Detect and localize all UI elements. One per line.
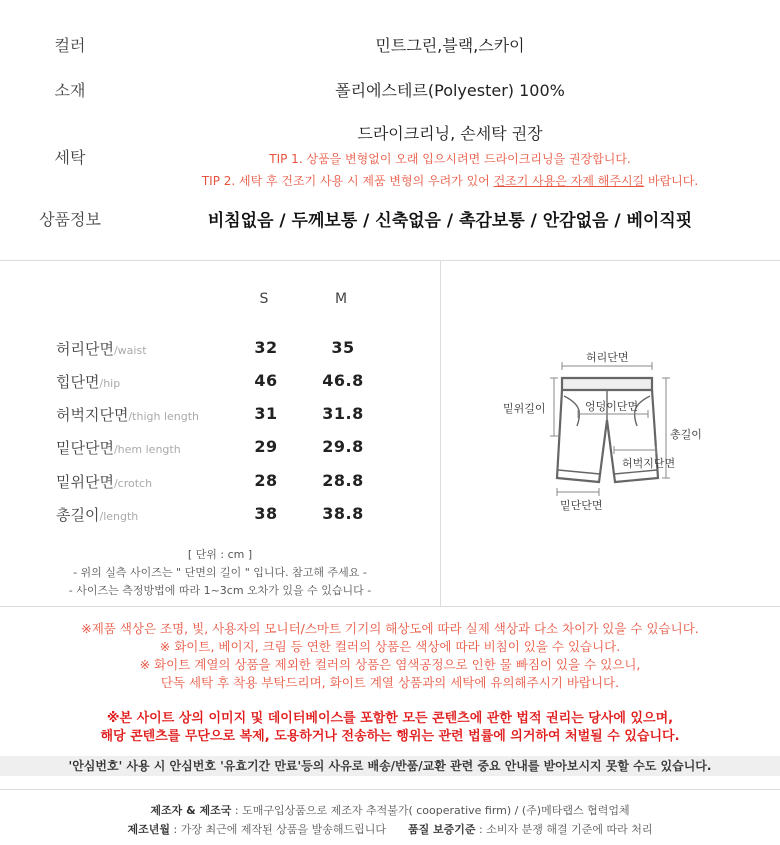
dye-notice: ※ 화이트 계열의 상품을 제외한 컬러의 상품은 염색공정으로 인한 물 빠짐이 있을 수 있으니,: [139, 657, 641, 672]
size-row-name: 밑단단면: [56, 439, 114, 457]
size-row-en: /waist: [113, 344, 147, 357]
diagram-label-waist: 허리단면: [586, 351, 629, 364]
product-info-value: 비침없음 / 두께보통 / 신축없음 / 촉감보통 / 안감없음 / 베이직핏: [207, 211, 693, 231]
size-value-thigh-m: 31.8: [322, 404, 364, 423]
size-row-name: 허벅지단면: [56, 406, 129, 424]
size-row-en: /length: [99, 510, 139, 523]
legal-notice-2: 해당 콘텐츠를 무단으로 복제, 도용하거나 전송하는 행위는 관련 법률에 의거하여 처벌될 수 있습니다.: [100, 729, 680, 744]
wash-tip-2: [140, 172, 760, 189]
size-row-label-hip: [56, 371, 120, 392]
footer-maker-value: : 도매구입상품으로 제조자 추적불가( cooperative firm) / (주)메타랩스 협력업체: [231, 804, 630, 817]
wash-tip-1: TIP 1. 상품을 변형없이 오래 입으시려면 드라이크리닝을 권장합니다.: [269, 152, 631, 166]
wash-separately-notice: 단독 세탁 후 착용 부탁드리며, 화이트 계열 상품과의 세탁에 유의해주시기 바랍니다.: [160, 675, 620, 690]
size-row-label-crotch: [56, 471, 152, 492]
size-value-hip-m: 46.8: [322, 371, 364, 390]
color-notice: ※제품 색상은 조명, 빛, 사용자의 모니터/스마트 기기의 해상도에 따라 실제 색상과 다소 차이가 있을 수 있습니다.: [81, 621, 699, 636]
size-value-hem-s: 29: [254, 437, 278, 456]
size-row-label-waist: [56, 338, 147, 359]
legal-notice-1: ※본 사이트 상의 이미지 및 데이터베이스를 포함한 모든 콘텐츠에 관한 법적 권리는 당사에 있으며,: [106, 711, 674, 726]
size-row-name: 총길이: [56, 506, 100, 524]
section-divider-top: [0, 260, 780, 261]
size-value-waist-s: 32: [254, 338, 278, 357]
light-color-notice: ※ 화이트, 베이지, 크림 등 연한 컬러의 상품은 색상에 따라 비침이 있을 수 있습니다.: [159, 639, 621, 654]
wash-tip-2-emphasis: 건조기 사용은 자제 해주시길: [493, 174, 645, 188]
size-row-name: 밑위단면: [56, 473, 114, 491]
size-row-en: /thigh length: [128, 410, 200, 423]
size-row-label-length: [56, 504, 138, 525]
footer-divider: [0, 789, 780, 790]
color-value: 민트그린,블랙,스카이: [375, 36, 525, 55]
size-col-m: M: [334, 291, 348, 307]
size-row-label-hem: [56, 437, 181, 458]
diagram-label-thigh: 허벅지단면: [622, 457, 676, 470]
footer-date-value: : 가장 최근에 제작된 상품을 발송해드립니다: [170, 823, 386, 836]
diagram-label-rise: 밑위길이: [503, 402, 546, 415]
footer-maker-label: 제조자 & 제조국: [150, 804, 232, 817]
wash-tip-2-post: 바랍니다.: [644, 174, 699, 188]
size-unit-note: [ 단위 : cm ]: [187, 548, 253, 561]
diagram-label-hem: 밑단단면: [560, 499, 603, 512]
footer-date-warranty: [0, 821, 780, 837]
size-value-crotch-m: 28.8: [322, 471, 364, 490]
wash-value: 드라이크리닝, 손세탁 권장: [357, 124, 543, 143]
wash-label: 세탁: [54, 148, 86, 167]
size-value-hip-s: 46: [254, 371, 278, 390]
footer-date-label: 제조년월: [127, 823, 170, 836]
size-value-thigh-s: 31: [254, 404, 278, 423]
safe-number-notice: '안심번호' 사용 시 안심번호 '유효기간 만료'등의 사유로 배송/반품/교환 관련 중요 안내를 받아보시지 못할 수도 있습니다.: [0, 756, 780, 776]
size-col-s: S: [259, 291, 269, 307]
size-note-2: - 사이즈는 측정방법에 따라 1~3cm 오차가 있을 수 있습니다 -: [68, 584, 372, 597]
size-row-en: /crotch: [113, 477, 153, 490]
size-value-waist-m: 35: [331, 338, 355, 357]
size-row-en: /hem length: [113, 443, 181, 456]
size-diagram-divider: [440, 261, 441, 606]
size-value-length-m: 38.8: [322, 504, 364, 523]
footer-maker: [0, 802, 780, 818]
product-info-label: 상품정보: [39, 210, 101, 229]
size-row-en: /hip: [99, 377, 121, 390]
size-value-hem-m: 29.8: [322, 437, 364, 456]
size-row-name: 힙단면: [56, 373, 100, 391]
diagram-label-length: 총길이: [670, 428, 702, 441]
diagram-label-hip: 엉덩이단면: [585, 400, 639, 413]
material-value: 폴리에스테르(Polyester) 100%: [335, 81, 565, 100]
size-note-1: - 위의 실측 사이즈는 " 단면의 길이 " 입니다. 참고해 주세요 -: [73, 566, 367, 579]
size-row-name: 허리단면: [56, 340, 114, 358]
material-label: 소재: [54, 81, 86, 100]
wash-tip-2-pre: TIP 2. 세탁 후 건조기 사용 시 제품 변형의 우려가 있어: [201, 174, 494, 188]
footer-warranty-value: : 소비자 분쟁 해결 기준에 따라 처리: [475, 823, 653, 836]
section-divider-bottom: [0, 606, 780, 607]
size-value-crotch-s: 28: [254, 471, 278, 490]
size-row-label-thigh: [56, 404, 199, 425]
footer-warranty-label: 품질 보증기준: [407, 823, 476, 836]
color-label: 컬러: [54, 36, 86, 55]
size-value-length-s: 38: [254, 504, 278, 523]
